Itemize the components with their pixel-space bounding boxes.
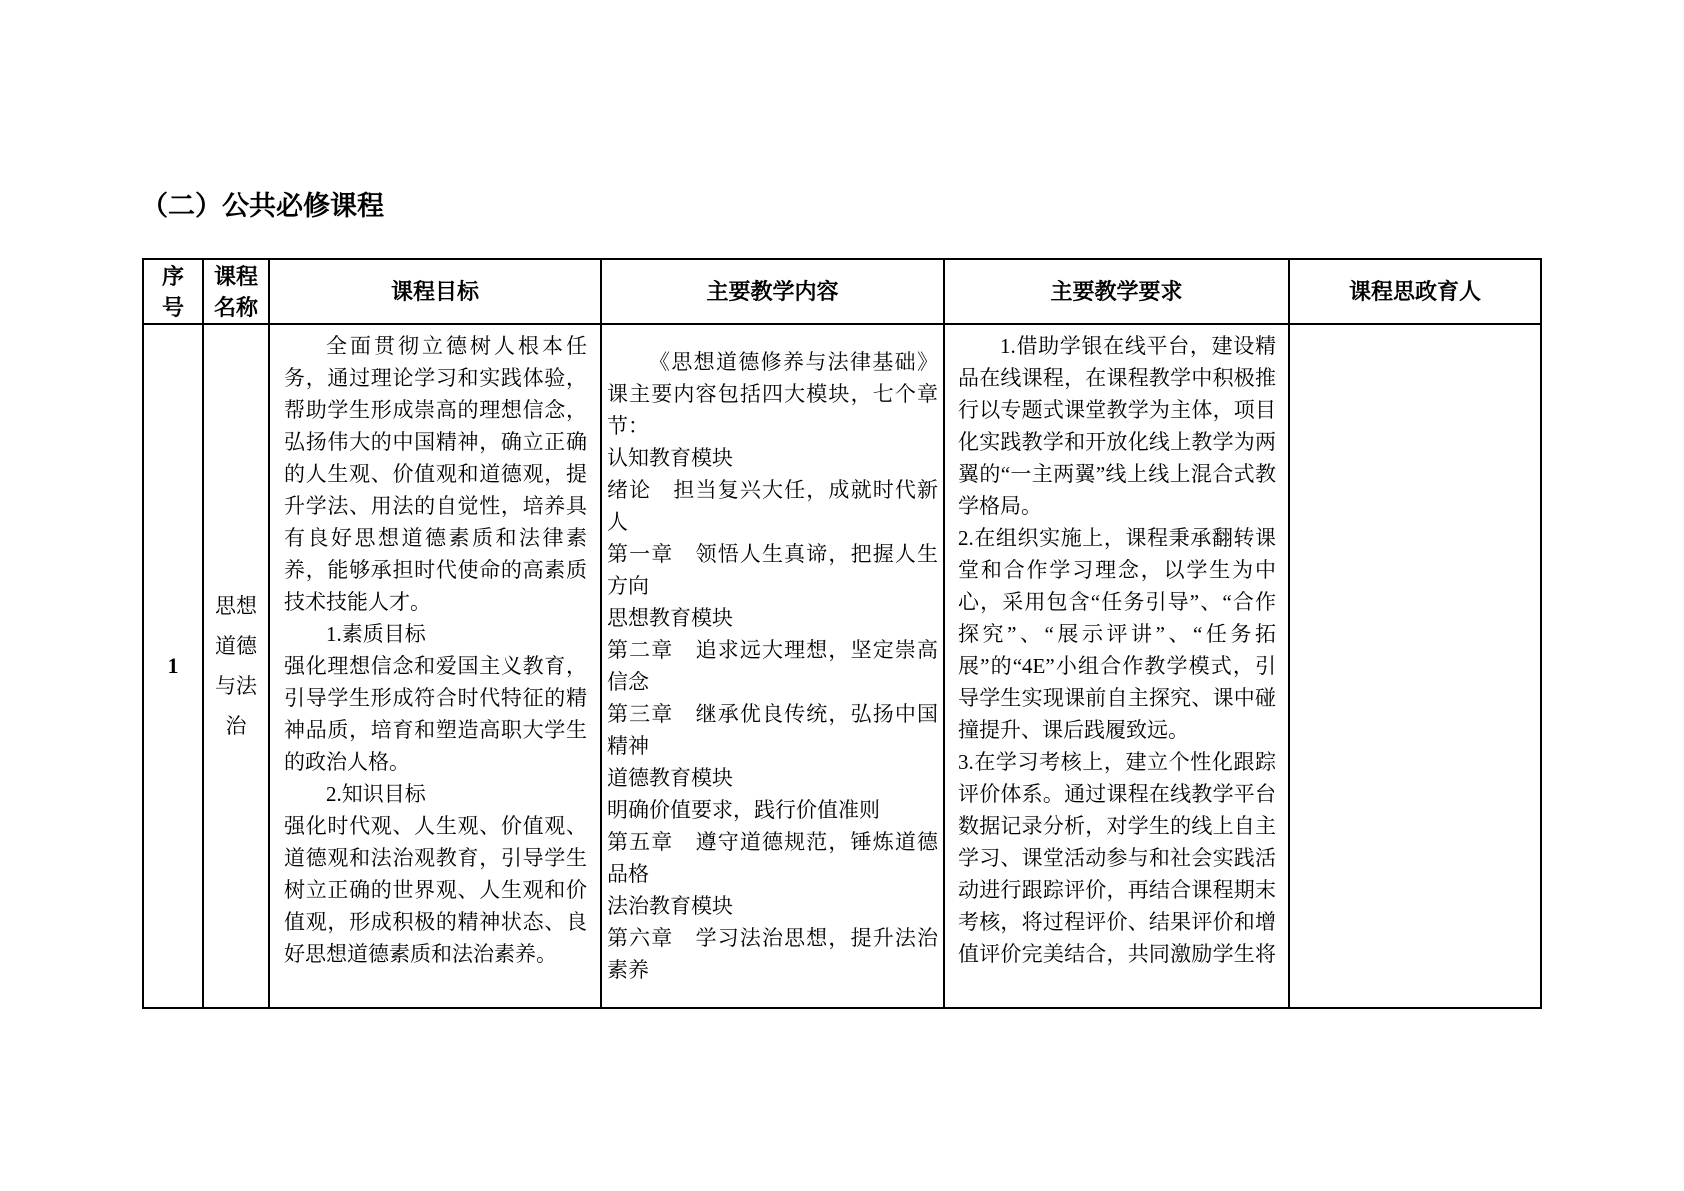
paragraph: 《思想道德修养与法律基础》课主要内容包括四大模块，七个章节： <box>607 350 938 438</box>
seq-no-value: 1 <box>167 653 179 678</box>
header-teaching-content: 主要教学内容 <box>601 259 944 324</box>
paragraph: 1.借助学银在线平台，建设精品在线课程，在课程教学中积极推行以专题式课堂教学为主体，项目化实践教学和开放化线上教学为两翼的“一主两翼”线上线上混合式教学格局。 <box>958 334 1276 518</box>
paragraph: 法治教育模块 <box>607 894 733 918</box>
paragraph: 第六章 学习法治思想，提升法治素养 <box>607 926 938 982</box>
paragraph: 2.在组织实施上，课程秉承翻转课堂和合作学习理念，以学生为中心，采用包含“任务引导”、“合作探究”、“展示评讲”、“任务拓展”的“4E”小组合作教学模式，引导学生实现课前自主探究、课中碰撞提升、课后践履致远。 <box>958 526 1276 742</box>
paragraph: 第二章 追求远大理想，坚定崇高信念 <box>607 638 938 694</box>
header-course-name-line2: 名称 <box>213 294 258 320</box>
cell-teaching-requirements <box>944 324 1289 1008</box>
section-heading: （二）公共必修课程 <box>141 191 384 221</box>
paragraph: 思想教育模块 <box>607 606 733 630</box>
cell-seq-no <box>143 324 203 1008</box>
paragraph: 2.知识目标 <box>326 782 426 806</box>
header-course-name <box>203 259 269 324</box>
paragraph: 认知教育模块 <box>607 446 733 470</box>
course-name-line: 思想 <box>215 594 257 618</box>
course-name-line: 道德 <box>215 634 257 658</box>
table-row <box>143 324 1541 1008</box>
paragraph: 明确价值要求，践行价值准则 <box>607 798 880 822</box>
course-name-line: 治 <box>225 714 247 738</box>
objectives-text-block <box>270 325 600 1001</box>
content-text-block <box>602 346 943 986</box>
header-seq-no-line2: 号 <box>161 294 184 320</box>
paragraph: 强化时代观、人生观、价值观、道德观和法治观教育，引导学生树立正确的世界观、人生观和价值观，形成积极的精神状态、良好思想道德素质和法治素养。 <box>284 814 587 966</box>
header-ideology-education: 课程思政育人 <box>1289 259 1541 324</box>
course-name-line: 与法 <box>215 674 257 698</box>
table-header-row <box>143 259 1541 324</box>
requirements-text-block <box>945 325 1288 1001</box>
paragraph: 3.在学习考核上，建立个性化跟踪评价体系。通过课程在线教学平台数据记录分析，对学生的线上自主学习、课堂活动参与和社会实践活动进行跟踪评价，再结合课程期末考核，将过程评价、结果评价和增值评价完美结合，共同激励学生将 <box>958 750 1276 966</box>
cell-course-objectives <box>269 324 601 1008</box>
cell-course-name <box>203 324 269 1008</box>
cell-teaching-content <box>601 324 944 1008</box>
paragraph: 第五章 遵守道德规范，锤炼道德品格 <box>607 830 938 886</box>
cell-ideology-education <box>1289 324 1541 1008</box>
paragraph: 强化理想信念和爱国主义教育，引导学生形成符合时代特征的精神品质，培育和塑造高职大学生的政治人格。 <box>284 654 587 774</box>
header-seq-no <box>143 259 203 324</box>
paragraph: 绪论 担当复兴大任，成就时代新人 <box>607 478 938 534</box>
header-course-objectives: 课程目标 <box>269 259 601 324</box>
header-teaching-requirements: 主要教学要求 <box>944 259 1289 324</box>
header-seq-no-line1: 序 <box>161 263 184 289</box>
paragraph: 全面贯彻立德树人根本任务，通过理论学习和实践体验，帮助学生形成崇高的理想信念，弘扬伟大的中国精神，确立正确的人生观、价值观和道德观，提升学法、用法的自觉性，培养具有良好思想道德素质和法律素养，能够承担时代使命的高素质技术技能人才。 <box>284 334 587 614</box>
paragraph: 第三章 继承优良传统，弘扬中国精神 <box>607 702 938 758</box>
paragraph: 1.素质目标 <box>326 622 426 646</box>
paragraph: 第一章 领悟人生真谛，把握人生方向 <box>607 542 938 598</box>
paragraph: 道德教育模块 <box>607 766 733 790</box>
course-table <box>142 258 1542 1009</box>
header-course-name-line1: 课程 <box>213 263 258 289</box>
